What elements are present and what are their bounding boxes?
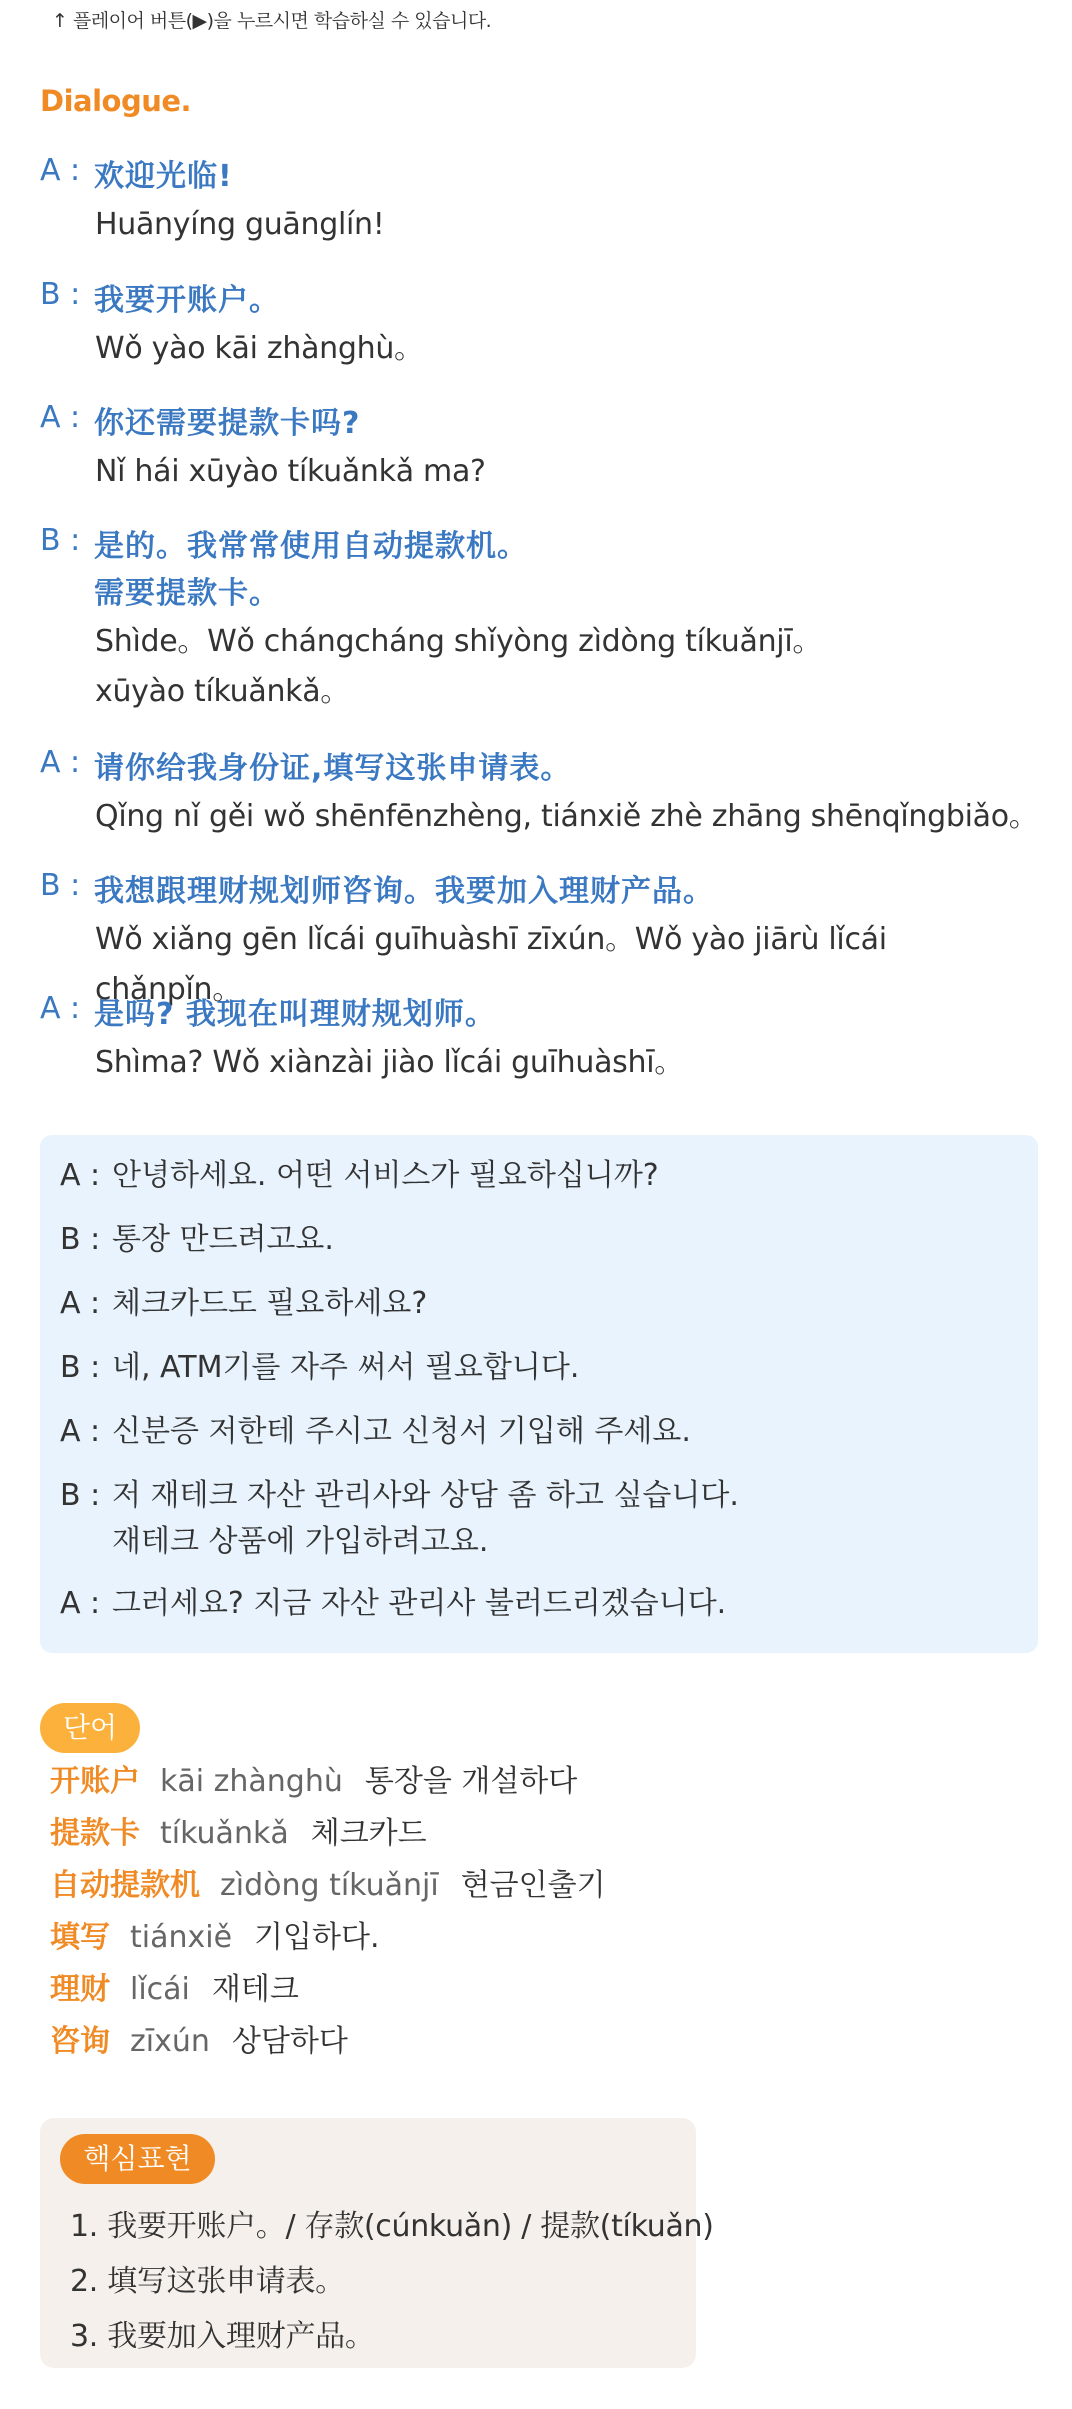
vocab-meaning: 현금인출기 bbox=[460, 1868, 606, 1903]
translation-line bbox=[60, 1217, 334, 1263]
translation-line bbox=[60, 1345, 579, 1391]
key-expression-item: 1. 我要开账户。/ 存款(cúnkuǎn) / 提款(tíkuǎn) bbox=[70, 2209, 714, 2244]
speaker-label: A : bbox=[60, 1158, 101, 1193]
pinyin-text: Wǒ yào kāi zhànghù。 bbox=[95, 331, 424, 366]
speaker-label: A : bbox=[40, 153, 81, 188]
dialogue-line bbox=[40, 745, 1040, 842]
translation-text: 네, ATM기를 자주 써서 필요합니다. bbox=[112, 1350, 580, 1385]
translation-text: 그러세요? 지금 자산 관리사 불러드리겠습니다. bbox=[112, 1586, 727, 1621]
speaker-label: B : bbox=[60, 1222, 101, 1257]
vocab-meaning: 체크카드 bbox=[310, 1816, 427, 1851]
speaker-label: A : bbox=[40, 745, 81, 780]
vocab-word: 提款卡 bbox=[50, 1816, 140, 1851]
translation-line bbox=[60, 1281, 427, 1327]
vocab-pinyin: zìdòng tíkuǎnjī bbox=[220, 1868, 439, 1903]
speaker-label: B : bbox=[60, 1478, 101, 1513]
translation-text: 신분증 저한테 주시고 신청서 기입해 주세요. bbox=[112, 1414, 691, 1449]
speaker-label: A : bbox=[40, 991, 81, 1026]
chinese-text: 是吗? 我现在叫理财规划师。 bbox=[94, 997, 496, 1032]
vocab-meaning: 기입하다. bbox=[254, 1920, 380, 1955]
pinyin-text: Shìma? Wǒ xiànzài jiào lǐcái guīhuàshī。 bbox=[95, 1045, 684, 1080]
vocab-word: 咨询 bbox=[50, 2024, 110, 2059]
vocab-word: 自动提款机 bbox=[50, 1868, 200, 1903]
dialogue-line bbox=[40, 277, 1040, 374]
speaker-label: A : bbox=[60, 1286, 101, 1321]
translation-text: 통장 만드려고요. bbox=[112, 1222, 334, 1257]
vocab-pinyin: lǐcái bbox=[130, 1972, 190, 2007]
vocab-badge: 단어 bbox=[40, 1703, 140, 1753]
chinese-text: 需要提款卡。 bbox=[94, 576, 280, 611]
dialogue-line bbox=[40, 400, 1040, 497]
translation-line bbox=[60, 1153, 659, 1199]
vocab-meaning: 통장을 개설하다 bbox=[364, 1764, 578, 1799]
pinyin-text: xūyào tíkuǎnkǎ。 bbox=[95, 674, 351, 709]
vocab-meaning: 상담하다 bbox=[231, 2024, 348, 2059]
vocab-item bbox=[50, 1814, 427, 1854]
translation-line bbox=[60, 1409, 691, 1455]
vocab-item bbox=[50, 1762, 577, 1802]
vocab-word: 开账户 bbox=[50, 1764, 140, 1799]
key-expression-item: 2. 填写这张申请表。 bbox=[70, 2264, 345, 2299]
speaker-label: A : bbox=[60, 1586, 101, 1621]
chinese-text: 是的。我常常使用自动提款机。 bbox=[94, 529, 528, 564]
dialogue-line bbox=[40, 991, 1040, 1088]
translation-line bbox=[60, 1473, 739, 1565]
vocab-pinyin: kāi zhànghù bbox=[160, 1764, 343, 1799]
pinyin-text: Wǒ xiǎng gēn lǐcái guīhuàshī zīxún。Wǒ yào jiārù lǐcái chǎnpǐn。 bbox=[95, 922, 887, 1007]
dialogue-heading: Dialogue. bbox=[40, 84, 192, 118]
pinyin-text: Shìde。Wǒ chángcháng shǐyòng zìdòng tíkuǎnjī。 bbox=[95, 624, 823, 659]
pinyin-text: Nǐ hái xūyào tíkuǎnkǎ ma? bbox=[95, 454, 486, 489]
translation-line bbox=[60, 1581, 726, 1627]
key-expression-item: 3. 我要加入理财产品。 bbox=[70, 2319, 375, 2354]
vocab-word: 填写 bbox=[50, 1920, 110, 1955]
chinese-text: 我要开账户。 bbox=[94, 283, 280, 318]
translation-text: 안녕하세요. 어떤 서비스가 필요하십니까? bbox=[112, 1158, 659, 1193]
speaker-label: B : bbox=[60, 1350, 101, 1385]
vocab-pinyin: tiánxiě bbox=[130, 1920, 233, 1955]
translation-text: 체크카드도 필요하세요? bbox=[112, 1286, 428, 1321]
chinese-text: 欢迎光临! bbox=[94, 159, 233, 194]
chinese-text: 我想跟理财规划师咨询。我要加入理财产品。 bbox=[94, 874, 714, 909]
dialogue-line bbox=[40, 523, 1040, 717]
player-instruction-note: ↑ 플레이어 버튼(▶)을 누르시면 학습하실 수 있습니다. bbox=[52, 10, 492, 32]
vocab-item bbox=[50, 1970, 299, 2010]
speaker-label: B : bbox=[40, 277, 81, 312]
pinyin-text: Huānyíng guānglín! bbox=[95, 207, 385, 242]
vocab-item bbox=[50, 1918, 380, 1958]
vocab-word: 理财 bbox=[50, 1972, 110, 2007]
vocab-pinyin: zīxún bbox=[130, 2024, 210, 2059]
chinese-text: 请你给我身份证,填写这张申请表。 bbox=[94, 751, 572, 786]
vocab-item bbox=[50, 2022, 348, 2062]
translation-text: 저 재테크 자산 관리사와 상담 좀 하고 싶습니다. bbox=[112, 1478, 739, 1513]
key-expressions-box bbox=[40, 2118, 714, 2368]
chinese-text: 你还需要提款卡吗? bbox=[94, 406, 361, 441]
vocab-pinyin: tíkuǎnkǎ bbox=[160, 1816, 289, 1851]
pinyin-text: Qǐng nǐ gěi wǒ shēnfēnzhèng, tiánxiě zhè zhāng shēnqǐngbiǎo。 bbox=[95, 799, 1039, 834]
speaker-label: A : bbox=[40, 400, 81, 435]
vocab-item bbox=[50, 1866, 606, 1906]
speaker-label: B : bbox=[40, 868, 81, 903]
dialogue-line bbox=[40, 153, 1040, 250]
key-expressions-badge: 핵심표현 bbox=[60, 2134, 215, 2184]
vocab-meaning: 재테크 bbox=[211, 1972, 299, 2007]
translation-box bbox=[40, 1135, 1038, 1653]
speaker-label: A : bbox=[60, 1414, 101, 1449]
translation-text: 재테크 상품에 가입하려고요. bbox=[112, 1524, 489, 1559]
speaker-label: B : bbox=[40, 523, 81, 558]
